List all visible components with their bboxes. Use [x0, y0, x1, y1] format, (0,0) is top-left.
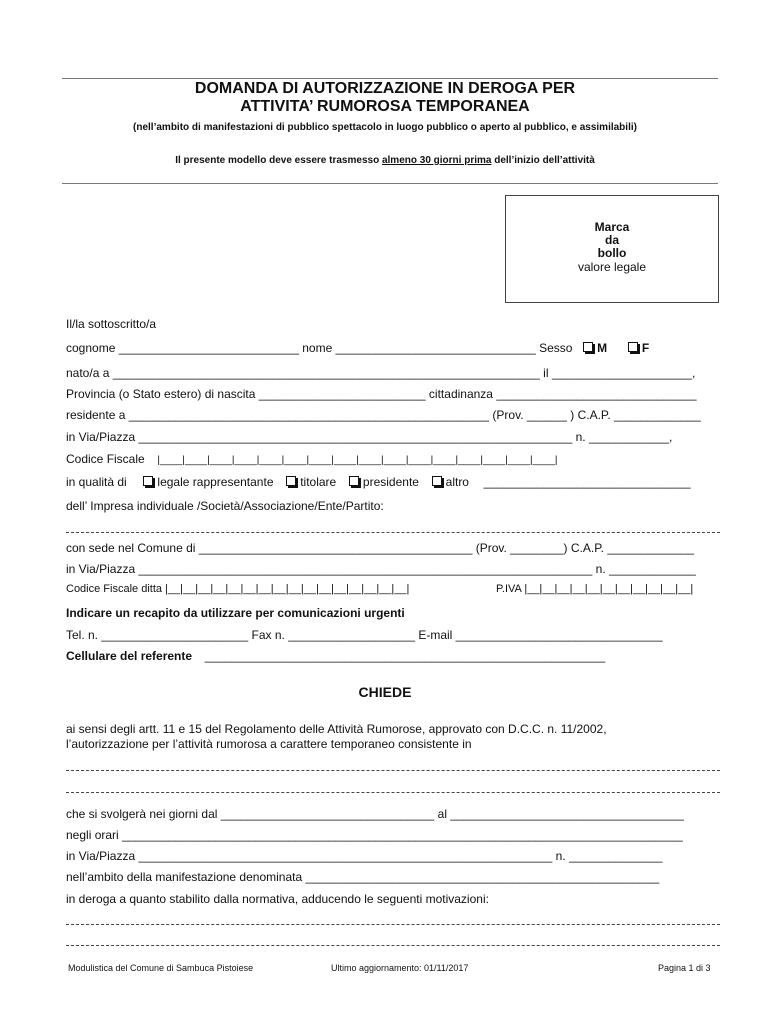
- stamp-label-2: da: [604, 233, 619, 247]
- birthplace-row[interactable]: nato/a a ________________________________________________________________ il _____________________,: [66, 366, 696, 380]
- hours-row[interactable]: negli orari ____________________________________________________________________________________: [66, 828, 683, 842]
- event-address-row[interactable]: in Via/Piazza ______________________________________________________________ n. ______________: [66, 849, 663, 863]
- residence-row[interactable]: residente a ______________________________________________________ (Prov. ______ ) C.A.P. _____________: [66, 408, 701, 422]
- role-legal-rep-checkbox[interactable]: [143, 476, 153, 486]
- reasons-line-2[interactable]: [66, 945, 720, 946]
- role-label: in qualità di: [66, 475, 127, 489]
- applicant-intro: Il/la sottoscritto/a: [66, 317, 157, 331]
- vat-number-field[interactable]: P.IVA |__|__|__|__|__|__|__|__|__|__|__|: [496, 583, 694, 595]
- sex-m-checkbox[interactable]: [583, 342, 593, 352]
- sex-f-checkbox[interactable]: [628, 342, 638, 352]
- transmission-notice: [0, 155, 770, 166]
- top-rule: [62, 78, 718, 79]
- stamp-label-1: Marca: [594, 220, 630, 234]
- notice-deadline: almeno 30 giorni prima: [381, 155, 492, 166]
- address-row[interactable]: in Via/Piazza _________________________________________________________________ n. ____________,: [66, 430, 673, 444]
- tax-code-label: Codice Fiscale: [66, 452, 145, 466]
- dates-row[interactable]: che si svolgerà nei giorni dal ________________________________ al ___________________________________: [66, 807, 684, 821]
- mobile-label: Cellulare del referente: [66, 649, 193, 663]
- derogation-reasons-label: in deroga a quanto stabilito dalla normativa, adducendo le seguenti motivazioni:: [66, 892, 489, 906]
- request-paragraph-line-2: l’autorizzazione per l’attività rumorosa a carattere temporaneo consistente in: [66, 737, 472, 751]
- surname-name-text: cognome ___________________________ nome ______________________________ Sesso: [66, 341, 573, 355]
- stamp-label-3: bollo: [597, 246, 627, 260]
- urgent-contact-heading: Indicare un recapito da utilizzare per comunicazioni urgenti: [66, 606, 405, 620]
- role-president-checkbox[interactable]: [349, 476, 359, 486]
- company-seat-row[interactable]: con sede nel Comune di _________________________________________ (Prov. ________) C.A.P. _____________: [66, 541, 695, 555]
- title-line-2: ATTIVITA’ RUMOROSA TEMPORANEA: [240, 98, 530, 115]
- subtitle: (nell’ambito di manifestazioni di pubblico spettacolo in luogo pubblico o aperto al pubblico, e assimilabili): [133, 122, 637, 133]
- event-name-row[interactable]: nell’ambito della manifestazione denominata _____________________________________________________: [66, 870, 660, 884]
- activity-description-line-2[interactable]: [66, 792, 720, 793]
- surname-name-row[interactable]: [66, 341, 649, 355]
- role-owner-label: titolare: [300, 475, 337, 489]
- stamp-label-4: valore legale: [577, 260, 647, 274]
- role-other-field[interactable]: _______________________________: [483, 475, 691, 489]
- birth-province-row[interactable]: Provincia (o Stato estero) di nascita _________________________ cittadinanza ______________________________: [66, 387, 697, 401]
- request-paragraph-line-1: ai sensi degli artt. 11 e 15 del Regolamento delle Attività Rumorose, approvato con D.C.C. n. 11/2002,: [66, 722, 607, 736]
- role-owner-checkbox[interactable]: [286, 476, 296, 486]
- sex-m-label: M: [597, 341, 608, 355]
- role-president-label: presidente: [362, 475, 419, 489]
- entity-type-label: dell’ Impresa individuale /Società/Associazione/Ente/Partito:: [66, 499, 384, 513]
- sex-f-label: F: [641, 341, 650, 355]
- reasons-line-1[interactable]: [66, 924, 720, 925]
- mobile-row[interactable]: [66, 649, 605, 663]
- notice-post: dell’inizio dell’attività: [491, 155, 595, 166]
- role-other-label: altro: [445, 475, 469, 489]
- request-heading: CHIEDE: [358, 684, 412, 700]
- role-other-checkbox[interactable]: [432, 476, 442, 486]
- phone-fax-email-row[interactable]: Tel. n. ______________________ Fax n. ___________________ E-mail _______________________________: [66, 628, 663, 642]
- entity-name-field[interactable]: [66, 532, 720, 533]
- revenue-stamp-box: [505, 195, 719, 303]
- footer-center: Ultimo aggiornamento: 01/11/2017: [331, 963, 469, 973]
- header-bottom-rule: [62, 183, 718, 184]
- tax-code-boxes[interactable]: |____|____|____|____|____|____|____|____|____|____|____|____|____|____|____|____|: [157, 455, 558, 466]
- footer-left: Modulistica del Comune di Sambuca Pistoiese: [68, 963, 254, 973]
- footer-page-number: Pagina 1 di 3: [658, 963, 711, 973]
- title-line-1: DOMANDA DI AUTORIZZAZIONE IN DEROGA PER: [194, 80, 576, 97]
- company-tax-code-field[interactable]: Codice Fiscale ditta |__|__|__|__|__|__|__|__|__|__|__|__|__|__|__|__|: [66, 583, 410, 595]
- mobile-field[interactable]: ____________________________________________________________: [204, 649, 606, 663]
- role-legal-rep-label: legale rappresentante: [157, 475, 274, 489]
- company-address-row[interactable]: in Via/Piazza ____________________________________________________________________ n. _____________: [66, 562, 696, 576]
- role-row: [66, 475, 691, 489]
- notice-pre: Il presente modello deve essere trasmesso: [175, 155, 382, 166]
- tax-code-row[interactable]: [66, 452, 558, 466]
- activity-description-line-1[interactable]: [66, 770, 720, 771]
